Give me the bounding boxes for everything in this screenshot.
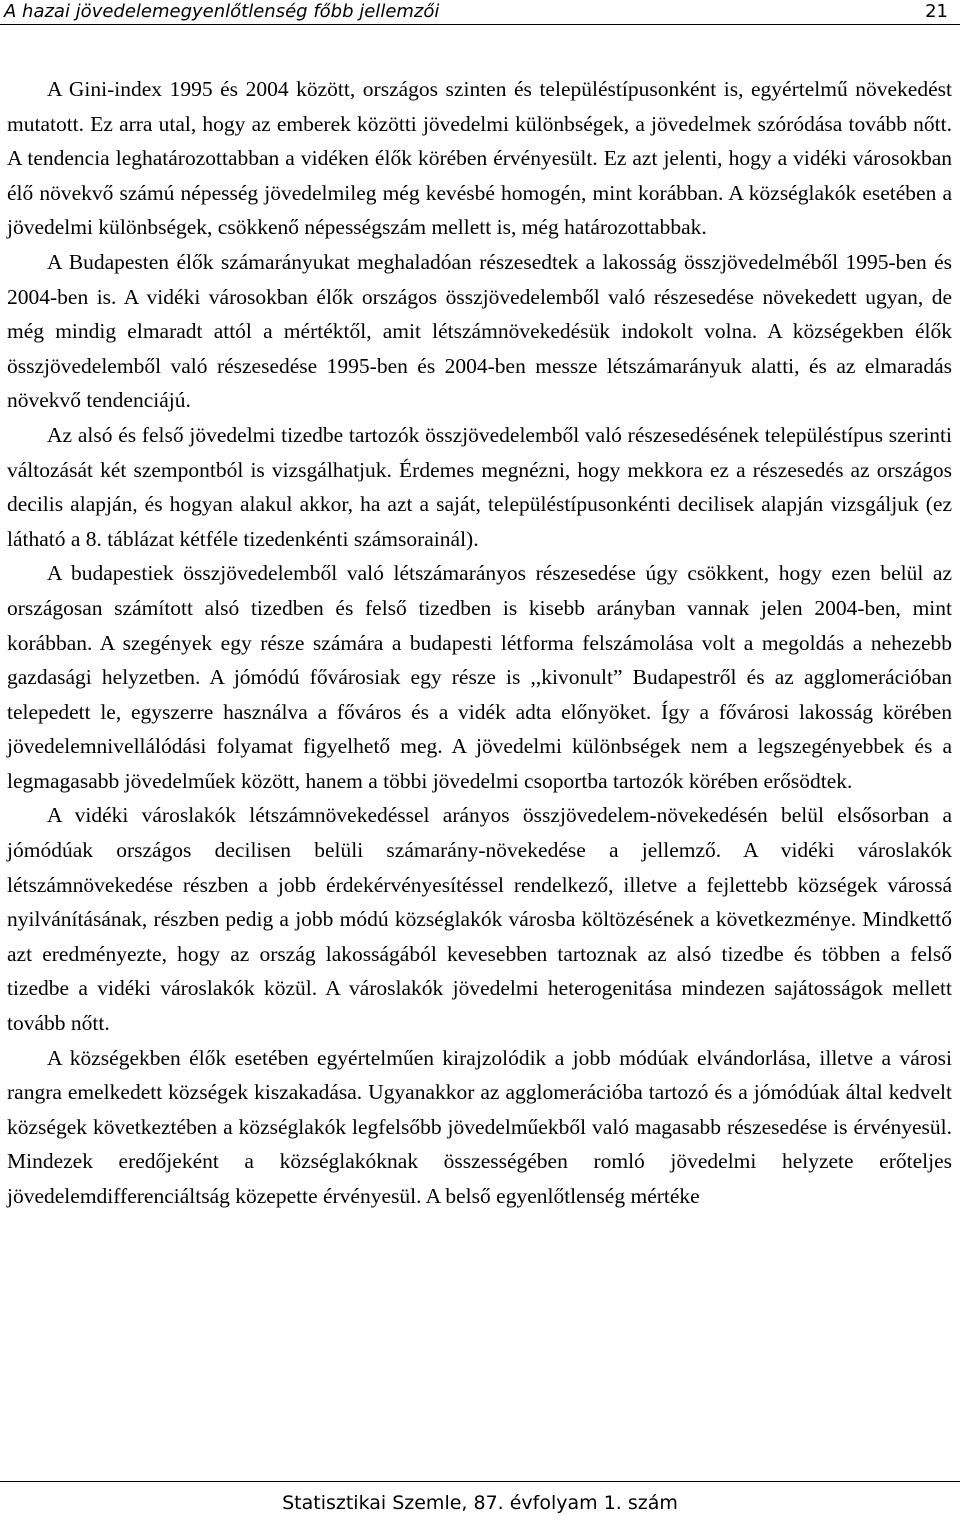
paragraph: A budapestiek összjövedelemből való létszámarányos részesedése úgy csökkent, hogy ezen belül az országosan számított alsó tizedben és felső tizedben is kisebb arányban vannak jelen 2004-ben, mint korábban. A szegények egy része számára a budapesti létforma felszámolása volt a megoldás a nehezebb gazdasági helyzetben. A jómódú fővárosiak egy része is ,,kivonult” Budapestről és az agglomerációban telepedett le, egyszerre használva a főváros és a vidék adta előnyöket. Így a fővárosi lakosság körében jövedelemnivellálódási folyamat figyelhető meg. A jövedelmi különbségek nem a legszegényebbek és a legmagasabb jövedelműek között, hanem a többi jövedelmi csoportba tartozók körében erősödtek. xyxy=(7,561,952,793)
paragraph: A Budapesten élők számarányukat meghaladóan részesedtek a lakosság összjövedelméből 1995-ben és 2004-ben is. A vidéki városokban élők országos összjövedelemből való részesedése növekedett ugyan, de még mindig elmaradt attól a mértéktől, amit létszámnövekedésük indokolt volna. A községekben élők összjövedelemből való részesedése 1995-ben és 2004-ben messze létszámarányuk alatti, és az elmaradás növekvő tendenciájú. xyxy=(7,249,952,413)
running-header xyxy=(0,0,960,24)
running-header-title: A hazai jövedelemegyenlőtlenség főbb jellemzői xyxy=(4,1,440,22)
paragraph: A községekben élők esetében egyértelműen kirajzolódik a jobb módúak elvándorlása, illetve a városi rangra emelkedett községek kiszakadása. Ugyanakkor az agglomerációba tartozó és a jómódúak által kedvelt községek következtében a községlakók legfelsőbb jövedelműekből való magasabb részesedése is érvényesül. Mindezek eredőjeként a községlakóknak összességében romló jövedelmi helyzete erőteljes jövedelemdifferenciáltság közepette érvényesül. A belső egyenlőtlenség mértéke xyxy=(7,1045,952,1208)
paragraph: A Gini-index 1995 és 2004 között, országos szinten és településtípusonként is, egyértelmű növekedést mutatott. Ez arra utal, hogy az emberek közötti jövedelmi különbségek, a jövedelmek szóródása tovább nőtt. A tendencia leghatározottabban a vidéken élők körében érvényesült. Ez azt jelenti, hogy a vidéki városokban élő növekvő számú népesség jövedelmileg még kevésbé homogén, mint korábban. A községlakók esetében a jövedelmi különbségek, csökkenő népességszám mellett is, még határozottabbak. xyxy=(7,77,952,240)
header-rule xyxy=(0,24,960,25)
paragraph: Az alsó és felső jövedelmi tizedbe tartozók összjövedelemből való részesedésének településtípus szerinti változását két szempontból is vizsgálhatjuk. Érdemes megnézni, hogy mekkora ez a részesedés az országos decilis alapján, és hogyan alakul akkor, ha azt a saját, településtípusonkénti decilisek alapján vizsgáljuk (ez látható a 8. táblázat kétféle tizedenkénti számsorainál). xyxy=(7,422,952,551)
body-text xyxy=(7,72,952,1214)
paragraph: A vidéki városlakók létszámnövekedéssel arányos összjövedelem-növekedésén belül elsősorban a jómódúak országos decilisen belüli számarány-növekedése a jellemző. A vidéki városlakók létszámnövekedése részben a jobb érdekérvényesítéssel rendelkező, illetve a fejlettebb községek várossá nyilvánításának, részben pedig a jobb módú községlakók városba költözésének a következménye. Mindkettő azt eredményezte, hogy az ország lakosságából kevesebben tartoznak az alsó tizedbe és többen a felső tizedbe a vidéki városlakók közül. A városlakók jövedelmi heterogenitása mindezen sajátosságok mellett tovább nőtt. xyxy=(7,803,952,1036)
running-footer: Statisztikai Szemle, 87. évfolyam 1. szám xyxy=(282,1492,678,1514)
page-number: 21 xyxy=(925,1,948,22)
footer-rule xyxy=(0,1481,960,1482)
